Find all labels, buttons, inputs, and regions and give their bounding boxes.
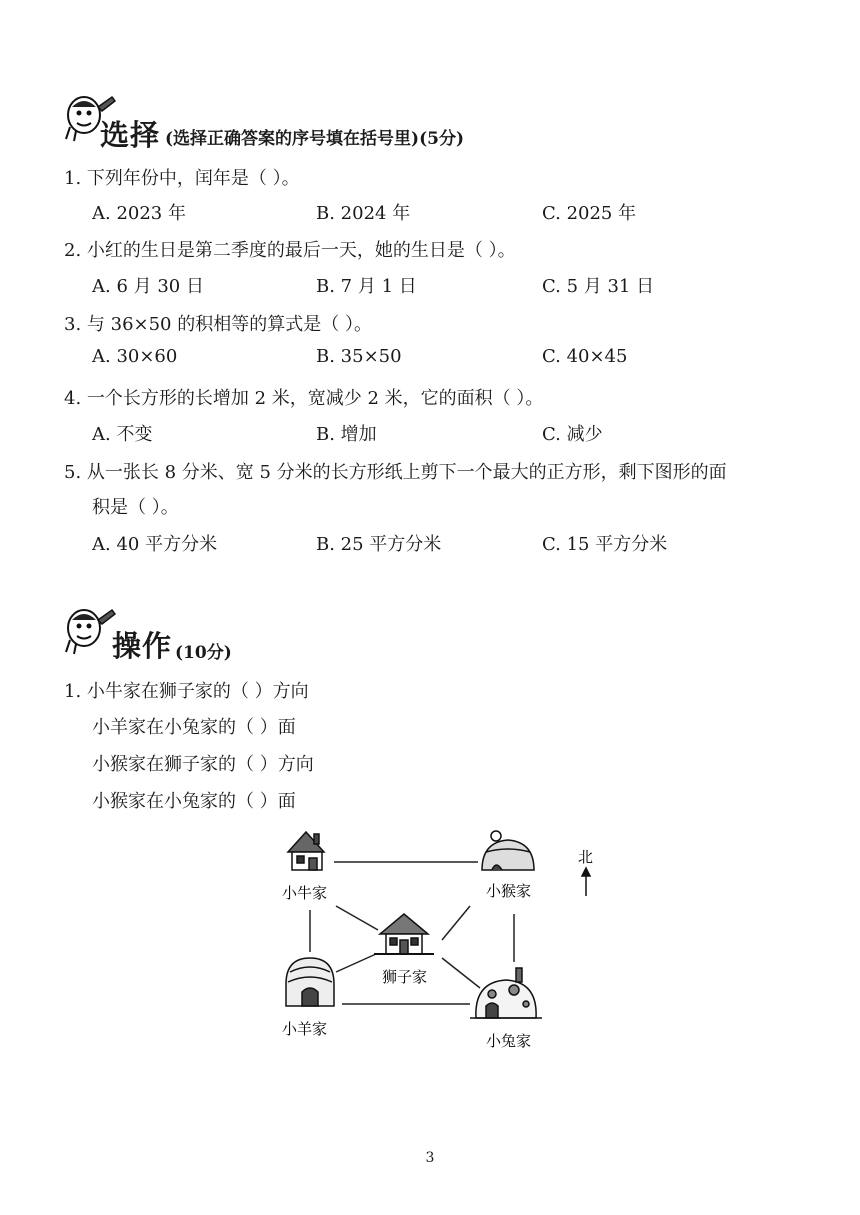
monkey-house-icon — [482, 831, 534, 870]
section-note: (选择正确答案的序号填在括号里)(5分) — [165, 129, 465, 149]
operation-line-4: 小猴家在小兔家的（ ）面 — [92, 791, 296, 812]
cow-house-icon — [288, 832, 324, 870]
operation-line-1: 1. 小牛家在狮子家的（ ）方向 — [64, 681, 309, 702]
question-2-option-c: C. 5 月 31 日 — [542, 276, 655, 297]
question-5-option-c: C. 15 平方分米 — [542, 534, 668, 555]
north-arrow-icon — [582, 868, 590, 896]
question-1-option-a: A. 2023 年 — [92, 203, 186, 224]
question-1: 1. 下列年份中，闰年是（ ）。 — [64, 168, 300, 189]
question-4-option-b: B. 增加 — [316, 424, 377, 445]
question-4-option-c: C. 减少 — [542, 424, 603, 445]
section-note: (10分) — [175, 643, 232, 663]
rabbit-house-icon — [470, 968, 542, 1018]
direction-map — [270, 822, 594, 1062]
question-1-option-b: B. 2024 年 — [316, 203, 411, 224]
operation-line-2: 小羊家在小兔家的（ ）面 — [92, 717, 296, 738]
label-monkey-house: 小猴家 — [486, 882, 532, 900]
question-2-option-b: B. 7 月 1 日 — [316, 276, 417, 297]
question-5-option-a: A. 40 平方分米 — [92, 534, 218, 555]
question-4: 4. 一个长方形的长增加 2 米，宽减少 2 米，它的面积（ ）。 — [64, 388, 544, 409]
question-3: 3. 与 36×50 的积相等的算式是（ ）。 — [64, 314, 372, 335]
lion-house-icon — [374, 914, 434, 954]
pencil-mascot-icon — [62, 606, 118, 656]
question-5: 5. 从一张长 8 分米、宽 5 分米的长方形纸上剪下一个最大的正方形，剩下图形的面 — [64, 462, 727, 483]
question-5-continued: 积是（ ）。 — [92, 497, 179, 518]
question-2: 2. 小红的生日是第二季度的最后一天，她的生日是（ ）。 — [64, 240, 516, 261]
page-number: 3 — [425, 1150, 435, 1166]
question-3-option-c: C. 40×45 — [542, 346, 628, 367]
question-4-option-a: A. 不变 — [92, 424, 153, 445]
section-title: 操作 — [112, 629, 173, 663]
label-lion-house: 狮子家 — [382, 968, 428, 986]
sheep-house-icon — [286, 958, 334, 1006]
question-3-option-a: A. 30×60 — [92, 346, 178, 367]
question-3-option-b: B. 35×50 — [316, 346, 402, 367]
north-label: 北 — [578, 848, 594, 866]
operation-line-3: 小猴家在狮子家的（ ）方向 — [92, 754, 314, 775]
section-title: 选择 — [100, 118, 161, 152]
question-5-option-b: B. 25 平方分米 — [316, 534, 442, 555]
question-1-option-c: C. 2025 年 — [542, 203, 637, 224]
label-sheep-house: 小羊家 — [282, 1020, 328, 1038]
label-cow-house: 小牛家 — [282, 884, 328, 902]
question-2-option-a: A. 6 月 30 日 — [92, 276, 204, 297]
label-rabbit-house: 小兔家 — [486, 1032, 532, 1050]
